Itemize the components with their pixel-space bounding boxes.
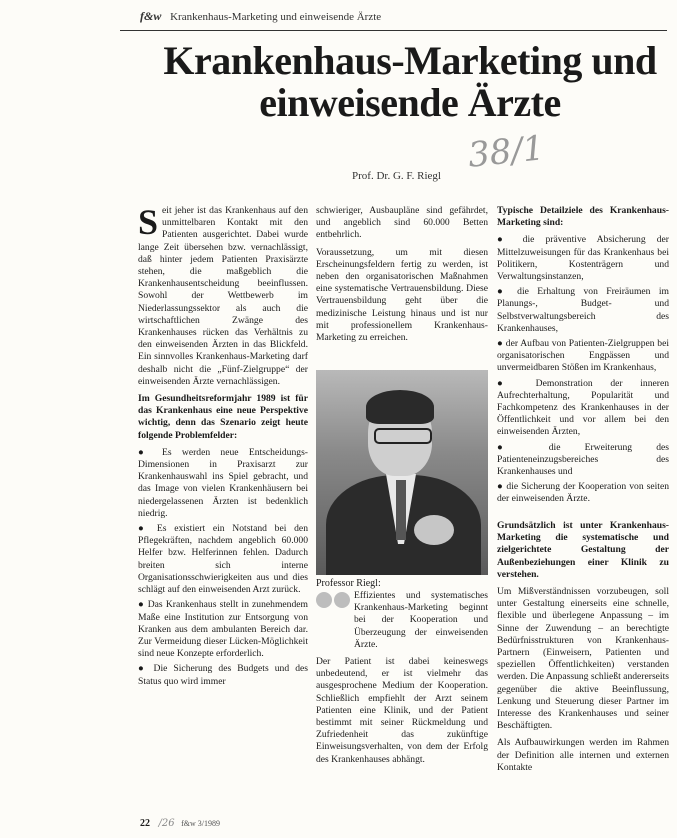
- handwritten-annotation: 38/1: [466, 128, 547, 176]
- bullet-item: ● der Aufbau von Patienten-Zielgruppen bei organisatorischen Engpässen und unvermeidbaren Stößen im Krankenhaus,: [497, 338, 669, 374]
- page-footer: [140, 818, 220, 829]
- drop-cap: S: [138, 202, 159, 242]
- paragraph: Als Aufbauwirkungen werden im Rahmen der Definition alle internen und externen Kontakte: [497, 737, 669, 773]
- paragraph: Um Mißverständnissen vorzubeugen, soll unter Gestaltung einerseits eine schnelle, flexible und überlegene Anpassung – im Sinne der Zuwendung – an berechtigte Bedürfnisstrukturen von Krankenhaus-Partnern (Einweisern, Patienten und speziellen Öffentlichkeiten) verstanden werden. Die Anpassung schließt andererseits gegenüber die aktive Beeinflussung, Lenkung und Steuerung dieser Partner im Interesse des Krankenhauses und seiner Beschäftigten.: [497, 586, 669, 732]
- column-3-lower: [497, 520, 669, 779]
- column-3: [497, 205, 669, 509]
- column-2: [316, 205, 488, 349]
- problem-intro: Im Gesundheitsreformjahr 1989 ist für das Krankenhaus eine neue Perspektive wichtig, denn das Szenario zeigt heute folgende Problemfelder:: [138, 393, 308, 441]
- bullet-item: ● die präventive Absicherung der Mittelzuweisungen für das Krankenhaus bei Politikern, Kostenträgern und Verwaltungsinstanzen,: [497, 234, 669, 283]
- bullet-item: ● Das Krankenhaus stellt in zunehmendem Maße eine Institution zur Entsorgung von Kranken aus dem ambulanten Bereich dar. Zur Vermeidung dieser Lücken-Möglichkeit sind neue Konzepte erforderlich.: [138, 599, 308, 660]
- paragraph: Voraussetzung, um mit diesen Erscheinungsfeldern fertig zu werden, ist neben den organisatorischen Maßnahmen eine systematische Vertrauensbildung. Diese Vertrauensbildung geht über die medizinische Leistung hinaus und ist nur mit professionellem Krankenhaus-Marketing zu erreichen.: [316, 246, 488, 344]
- paragraph: schwieriger, Ausbaupläne sind gefährdet, und angeblich sind 60.000 Betten entbehrlich.: [316, 205, 488, 241]
- bullet-item: ● Es werden neue Entscheidungs-Dimensionen in Praxisarzt zur Krankenhauswahl ins Spiel gebracht, und das Image von vielen Krankenhäusern bei niedergelassenen Ärzten ist bedenklich niedrig.: [138, 446, 308, 519]
- pull-quote: Effizientes und systematisches Krankenhaus-Marketing beginnt bei der Kooperation und Überzeugung der einweisenden Ärzte.: [316, 590, 488, 651]
- bullet-item: ● die Sicherung der Kooperation von seiten der einweisenden Ärzte.: [497, 481, 669, 505]
- bullet-item: ● Demonstration der inneren Aufrechterhaltung, Popularität und Fachkompetenz des Krankenhauses in der Öffentlichkeit und vor allem bei den einweisenden Ärzten,: [497, 377, 669, 438]
- magazine-logo: f&w: [140, 9, 162, 23]
- article-author: Prof. Dr. G. F. Riegl: [352, 170, 441, 182]
- running-header: [140, 9, 381, 24]
- section-heading: Typische Detailziele des Krankenhaus-Marketing sind:: [497, 205, 669, 229]
- column-2-lower: [316, 590, 488, 771]
- photo-caption: Professor Riegl:: [316, 578, 381, 589]
- publication-info: f&w 3/1989: [181, 819, 220, 828]
- column-1: [138, 202, 308, 691]
- paragraph: Der Patient ist dabei keineswegs unbedeutend, er ist vielmehr das ausgesprochene Medium der Kooperation. Schließlich empfiehlt der Arzt seinem Patienten eine Klinik, und der Patient bestimmt mit seiner Rückmeldung und Zufriedenheit das zukünftige Einweisungsverhalten, von dem der Erfolg des Krankenhauses abhängt.: [316, 656, 488, 765]
- pencil-annotation: /26: [158, 818, 175, 829]
- bullet-item: ● Die Sicherung des Budgets und des Status quo wird immer: [138, 663, 308, 687]
- running-title: Krankenhaus-Marketing und einweisende Ärzte: [170, 11, 382, 23]
- quote-dot-icon: [334, 592, 350, 608]
- page-number: 22: [140, 818, 150, 829]
- bullet-item: ● die Erweiterung des Patienteneinzugsbereiches des Krankenhauses und: [497, 441, 669, 478]
- intro-paragraph: eit jeher ist das Krankenhaus auf den unmittelbaren Kontakt mit den Patienten ausgerichtet. Dabei wurde lange Zeit übersehen bzw. vernachlässigt, daß hinter jedem Patienten Praxisärzte stehen, die maßgeblich die Krankenhausentscheidung beeinflussen. Sowohl der Wettbewerb im Niederlassungssektor als auch die wirtschaftlichen Zwänge des Krankenhauses rücken das Verhältnis zu den einweisenden Ärzten in das Blickfeld. Ein sinnvolles Krankenhaus-Marketing darf deshalb nicht die „Fünf-Zielgruppe“ der einweisenden Ärzte vernachlässigen.: [138, 205, 308, 387]
- bullet-item: ● die Erhaltung von Freiräumen im Planungs-, Budget- und Selbstverwaltungsbereich des Krankenhauses,: [497, 286, 669, 334]
- author-portrait: [316, 370, 488, 575]
- bullet-item: ● Es existiert ein Notstand bei den Pflegekräften, nachdem angeblich 60.000 Helfer bzw. Helferinnen fehlen. Dadurch breiten sich interne Organisationsschwierigkeiten aus und dies schlägt auf den einweisenden Arzt zurück.: [138, 523, 308, 596]
- article-title: Krankenhaus-Marketing und einweisende Ärzte: [163, 38, 657, 125]
- definition-paragraph: Grundsätzlich ist unter Krankenhaus-Marketing die systematische und zielgerichtete Gestaltung der Außenbeziehungen einer Klinik zu verstehen.: [497, 520, 669, 580]
- quote-dot-icon: [316, 592, 332, 608]
- header-rule: [120, 30, 667, 31]
